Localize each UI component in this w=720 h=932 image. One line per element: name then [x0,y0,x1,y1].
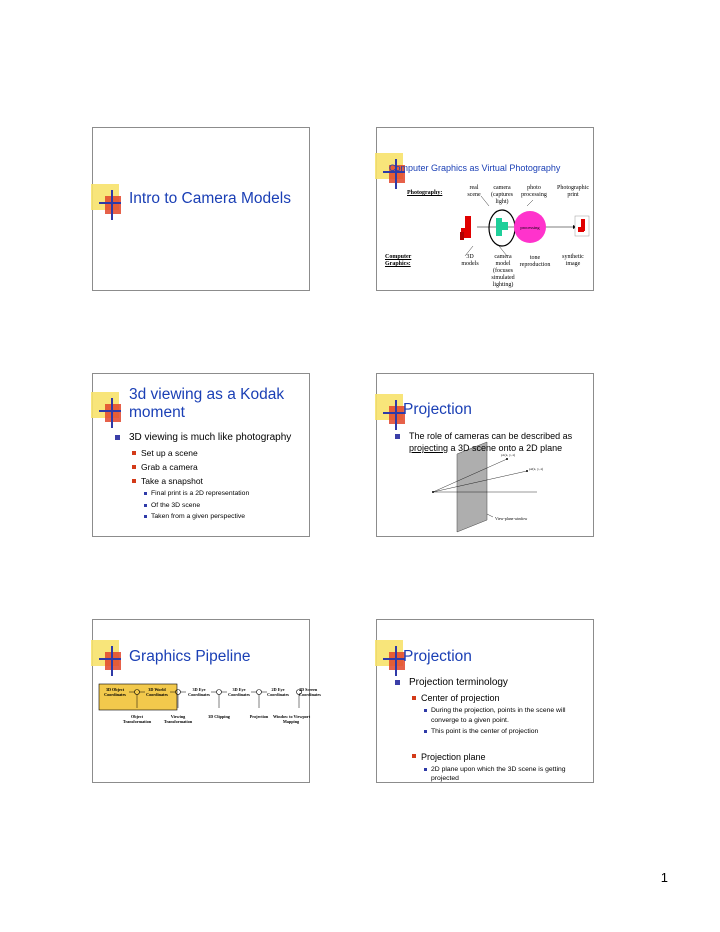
photo-processing-label: photo processing [521,185,547,198]
bullet-text: The role of cameras can be described as [409,431,573,441]
list-item: Of the 3D scene [111,501,306,511]
list-item: Center of projection [391,692,587,704]
slide-5 [92,619,321,783]
slide-1 [92,127,310,291]
pipeline-box: 3D Object Coordinates [104,687,126,697]
list-item: 2D plane upon which the 3D scene is getting projected [391,765,587,784]
bullet-text: a 3D scene onto a 2D plane [448,443,563,453]
list-item: Final print is a 2D representation [111,489,306,499]
list-item: Projection plane [391,751,587,763]
slide-6 [376,619,594,783]
bullet-list [391,676,587,786]
pipeline-stage: Window to Viewport Mapping [273,714,311,724]
print-icon [575,216,589,236]
real-scene-icon [459,214,479,244]
pipeline-box: 2D Screen Coordinates [299,687,321,697]
list-item: This point is the center of projection [391,727,587,737]
pipeline-stage: Object Transformation [122,714,152,724]
photographic-print-label: Photographic print [557,185,589,198]
cg-label: Computer Graphics: [385,254,412,267]
slide-title: Intro to Camera Models [129,190,291,207]
slide-decoration [93,128,309,290]
slide-title: 3d viewing as a Kodak moment [129,386,285,421]
slide-decoration [377,374,593,536]
pipeline-box: 3D Eye Coordinates [228,687,250,697]
slide-2 [376,127,594,291]
p1-label: p1(x, y, z) [501,453,516,457]
camera-model-label: camera model (focuses simulated lighting) [491,254,515,288]
synthetic-image-label: synthetic image [562,254,584,267]
pipeline-stage: Projection [249,714,269,719]
list-item: 3D viewing is much like photography [111,431,306,444]
list-item: Set up a scene [111,447,306,459]
pipeline-box: 3D World Coordinates [146,687,168,697]
list-item [391,430,605,454]
slide-title: Computer Graphics as Virtual Photography [389,163,561,173]
slide-title: Projection [403,648,472,665]
slide-title: Graphics Pipeline [129,648,251,665]
pipeline-stage: 3D Clipping [208,714,230,719]
page-number: 1 [660,870,668,885]
pipeline-box: 3D Eye Coordinates [188,687,210,697]
3d-models-label: 3D models [461,254,479,267]
camera-label: camera (captures light) [491,185,513,205]
list-item: During the projection, points in the scene will converge to a given point. [391,706,587,725]
list-item: Taken from a given perspective [111,512,306,522]
list-item: Take a snapshot [111,475,306,487]
view-plane-label: View-plane window [495,516,528,521]
p2-label: p2(x, y, z) [529,467,544,471]
slide-4 [376,373,594,537]
bullet-list [111,431,306,524]
slide-title: Projection [403,401,472,418]
slide-3 [92,373,310,537]
tone-reproduction-label: tone reproduction [519,255,551,268]
processing-label: processing [520,225,540,230]
pipeline-box: 2D Eye Coordinates [267,687,289,697]
pipeline-stage: Viewing Transformation [163,714,193,724]
list-item: Projection terminology [391,676,587,689]
bullet-link: projecting [409,443,449,453]
list-item: Grab a camera [111,461,306,473]
real-scene-label: real scene [467,185,481,198]
photography-label: Photography: [407,190,443,196]
